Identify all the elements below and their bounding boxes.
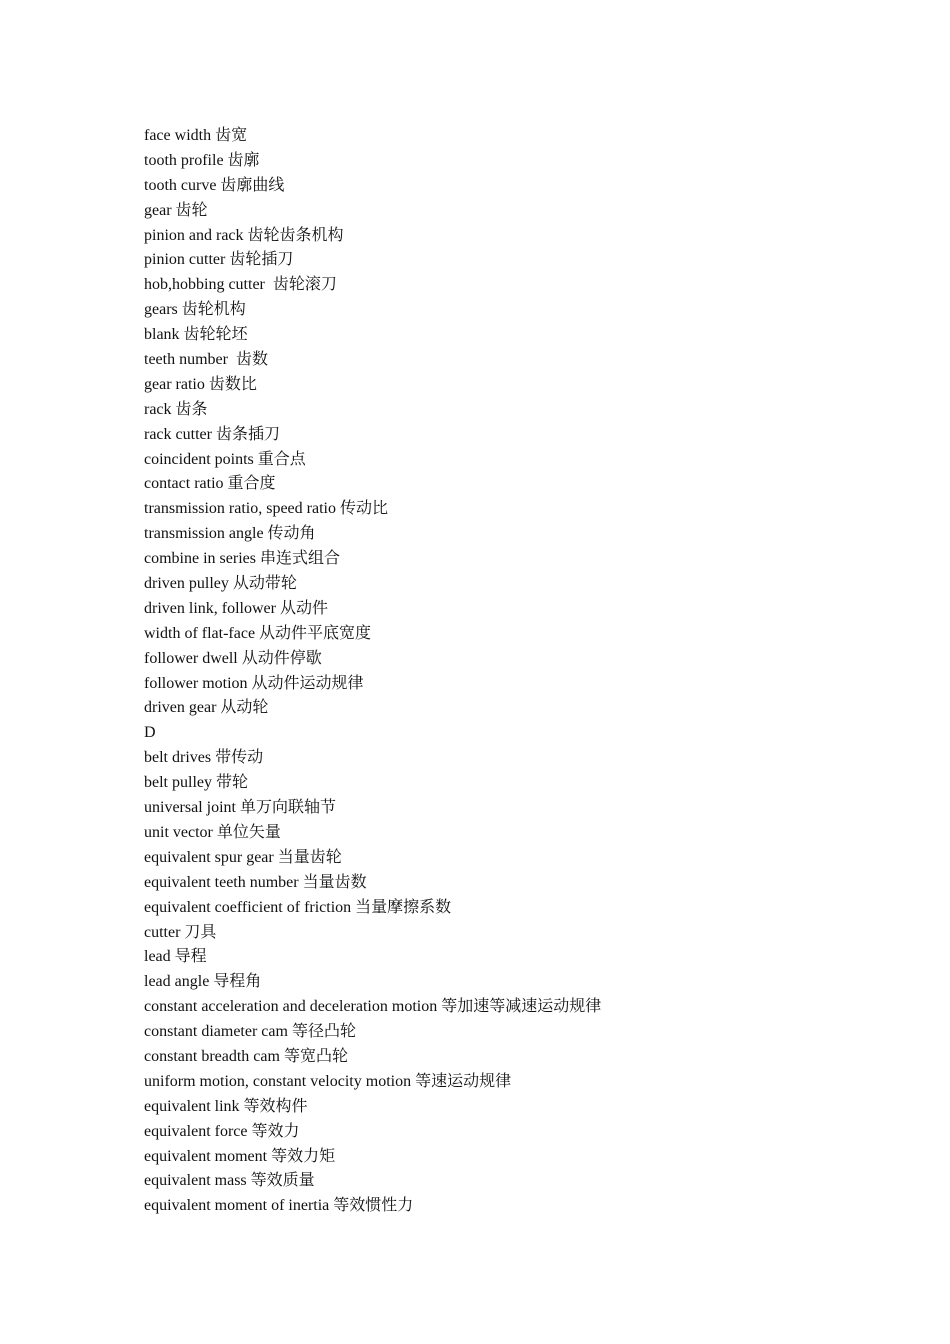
glossary-entry: universal joint 单万向联轴节 — [144, 799, 336, 817]
glossary-entry: equivalent moment of inertia 等效惯性力 — [144, 1197, 414, 1215]
glossary-entry: equivalent spur gear 当量齿轮 — [144, 848, 342, 866]
glossary-entry: uniform motion, constant velocity motion 等速运动规律 — [144, 1072, 512, 1090]
glossary-entry: equivalent teeth number 当量齿数 — [144, 873, 367, 891]
glossary-entry: lead angle 导程角 — [144, 973, 262, 991]
glossary-entry: blank 齿轮轮坯 — [144, 326, 248, 344]
glossary-entry: teeth number 齿数 — [144, 351, 268, 369]
glossary-entry: pinion cutter 齿轮插刀 — [144, 251, 294, 269]
glossary-entry: coincident points 重合点 — [144, 450, 306, 468]
glossary-entry: driven pulley 从动带轮 — [144, 575, 297, 593]
glossary-entry: gear ratio 齿数比 — [144, 375, 257, 393]
glossary-entry: face width 齿宽 — [144, 127, 248, 144]
glossary-entry: transmission ratio, speed ratio 传动比 — [144, 500, 388, 518]
glossary-list — [144, 124, 601, 1219]
glossary-entry: equivalent force 等效力 — [144, 1122, 300, 1140]
glossary-entry: constant diameter cam 等径凸轮 — [144, 1023, 356, 1041]
glossary-entry: lead 导程 — [144, 948, 207, 966]
glossary-entry: driven gear 从动轮 — [144, 699, 269, 717]
glossary-entry: constant acceleration and deceleration motion 等加速等减速运动规律 — [144, 998, 602, 1016]
glossary-entry: follower dwell 从动件停歇 — [144, 649, 322, 667]
glossary-entry: tooth profile 齿廓 — [144, 151, 260, 169]
glossary-entry: combine in series 串连式组合 — [144, 550, 340, 568]
glossary-entry: width of flat-face 从动件平底宽度 — [144, 624, 372, 642]
glossary-entry: rack cutter 齿条插刀 — [144, 425, 280, 443]
glossary-entry: pinion and rack 齿轮齿条机构 — [144, 226, 344, 244]
glossary-entry: hob,hobbing cutter 齿轮滚刀 — [144, 276, 337, 294]
glossary-entry: belt drives 带传动 — [144, 749, 264, 767]
glossary-entry: equivalent mass 等效质量 — [144, 1172, 315, 1190]
section-letter: D — [144, 724, 156, 742]
glossary-entry: constant breadth cam 等宽凸轮 — [144, 1047, 348, 1065]
glossary-entry: unit vector 单位矢量 — [144, 823, 281, 841]
glossary-entry: tooth curve 齿廓曲线 — [144, 176, 285, 194]
glossary-entry: driven link, follower 从动件 — [144, 599, 328, 617]
glossary-entry: belt pulley 带轮 — [144, 774, 248, 792]
glossary-entry: transmission angle 传动角 — [144, 525, 316, 543]
glossary-entry: contact ratio 重合度 — [144, 475, 276, 493]
glossary-entry: equivalent moment 等效力矩 — [144, 1147, 336, 1165]
glossary-entry: equivalent link 等效构件 — [144, 1097, 308, 1115]
glossary-entry: rack 齿条 — [144, 400, 208, 418]
glossary-entry: gears 齿轮机构 — [144, 301, 246, 319]
glossary-entry: follower motion 从动件运动规律 — [144, 674, 364, 692]
glossary-entry: cutter 刀具 — [144, 923, 217, 941]
glossary-entry: equivalent coefficient of friction 当量摩擦系数 — [144, 898, 452, 916]
glossary-entry: gear 齿轮 — [144, 201, 208, 219]
